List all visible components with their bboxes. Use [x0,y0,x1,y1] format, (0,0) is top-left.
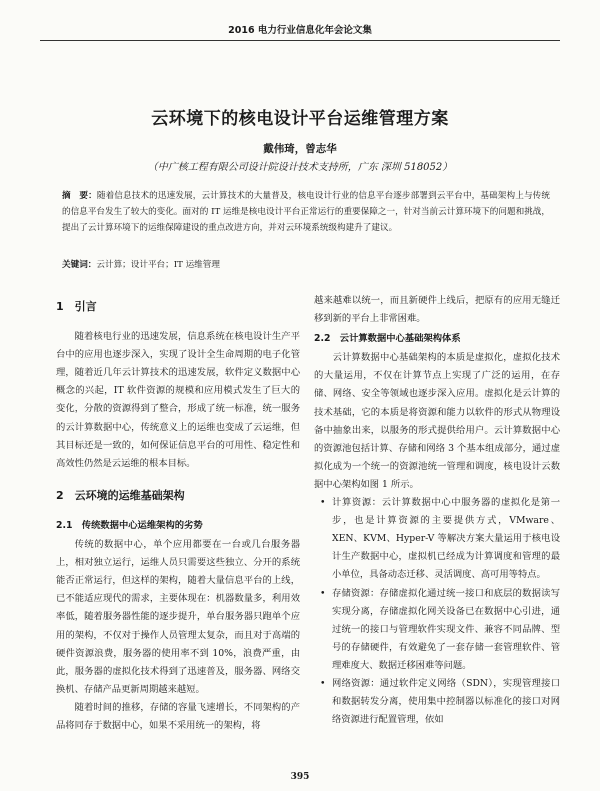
section-2-1-paragraph-2: 随着时间的推移，存储的容量飞速增长，不同架构的产品将同存于数据中心，如果不采用统一的架构，将 [56,701,300,731]
keywords-text: 云计算；设计平台；IT 运维管理 [96,260,220,270]
resource-bullet-list [314,494,560,729]
keywords [62,258,550,272]
bullet-compute: • 计算资源：云计算数据中心中服务器的虚拟化是第一步，也是计算资源的主要提供方式，VMware、XEN、KVM、Hyper-V 等解决方案大量运用于核电设计生产数据中心，虚拟机已经成为计算调度和管理的最小单位，具备动态迁移、灵活调度、高可用等特点。 [332,494,560,584]
paper-title: 云环境下的核电设计平台运维管理方案 [151,109,449,129]
right-column [314,292,560,729]
bullet-storage: • 存储资源：存储虚拟化通过统一接口和底层的数据读写实现分离，存储虚拟化网关设备已在数据中心引进，通过统一的接口与管理软件实现文件、兼容不同品牌、型号的存储硬件，有效避免了一套存储一套管理软件、管理难度大、数据迁移困难等问题。 [332,585,560,675]
paper-authors: 戴伟琦，曾志华 [263,143,337,155]
section-2-heading: 2 云环境的运维基础架构 [56,488,185,502]
running-header: 2016 电力行业信息化年会论文集 [40,22,560,41]
abstract-label: 摘 要： [62,191,97,201]
keywords-label: 关键词： [62,260,97,270]
left-column [56,292,300,735]
section-2-2-paragraph: 云计算数据中心基础架构的本质是虚拟化，虚拟化技术的大量运用，不仅在计算节点上实现了广泛的运用，在存储、网络、安全等领域也逐步深入应用。虚拟化是云计算的技术基础，它的本质是将资源和能力以软件的形式从物理设备中抽象出来，以服务的形式提供给用户。云计算数据中心的资源池包括计算、存储和网络 3 个基本组成部分，通过虚拟化成为一个统一的资源池统一管理和调度，核电设计云数据中心架构如图 1 所示。 [314,352,560,490]
section-2-1-paragraph-2-continued: 越来越难以统一，而且新硬件上线后，把原有的应用无缝迁移到新的平台上非常困难。 [314,295,560,325]
section-2-2-heading: 2.2 云计算数据中心基础架构体系 [314,333,461,345]
paper-affiliation: （中广核工程有限公司设计院设计技术支持所，广东 深圳 518052） [147,162,453,173]
page-number: 395 [290,772,310,782]
section-2-1-heading: 2.1 传统数据中心运维架构的劣势 [56,519,203,531]
section-2-1-paragraph-1: 传统的数据中心，单个应用都要在一台或几台服务器上，相对独立运行，运维人员只需要这些独立、分开的系统能否正常运行，但这样的架构，随着大量信息平台的上线，已不能适应现代的需求，主要体现在：机器数量多，利用效率低，随着服务器性能的逐步提升，单台服务器只跑单个应用的架构，不仅对于操作人员管理太复杂，而且对于高端的硬件资源浪费，服务器的使用率不到 10%，浪费严重，由此，服务器的虚拟化技术得到了迅速普及，服务器、网络交换机、存储产品更新周期越来越短。 [56,539,300,695]
abstract [62,188,550,236]
section-1-heading: 1 引言 [56,300,97,313]
section-1-paragraph: 随着核电行业的迅速发展，信息系统在核电设计生产平台中的应用也逐步深入，实现了设计全生命周期的电子化管理，随着近几年云计算技术的迅速发展，软件定义数据中心概念的兴起，IT 软件资源的规模和应用模式发生了巨大的变化，分散的资源得到了整合，形成了统一标准，统一服务的云计算数据中心，传统意义上的运维也变成了云运维，但其目标还是一致的，如何保证信息平台的可用性、稳定性和高效性仍然是云运维的根本目标。 [56,331,300,469]
abstract-text: 随着信息技术的迅速发展，云计算技术的大量普及，核电设计行业的信息平台逐步部署到云平台中，基础架构上与传统的信息平台发生了较大的变化。面对的 IT 运维是核电设计平台正常运行的重要保障之一，针对当前云计算环境下的问题和挑战，提出了云计算环境下的运维保障建设的重点改进方向，并对云环境系统级构建升了建议。 [62,191,550,233]
bullet-network: • 网络资源：通过软件定义网络（SDN），实现管理接口和数据转发分离，使用集中控制器以标准化的接口对网络资源进行配置管理，依如 [332,675,560,729]
